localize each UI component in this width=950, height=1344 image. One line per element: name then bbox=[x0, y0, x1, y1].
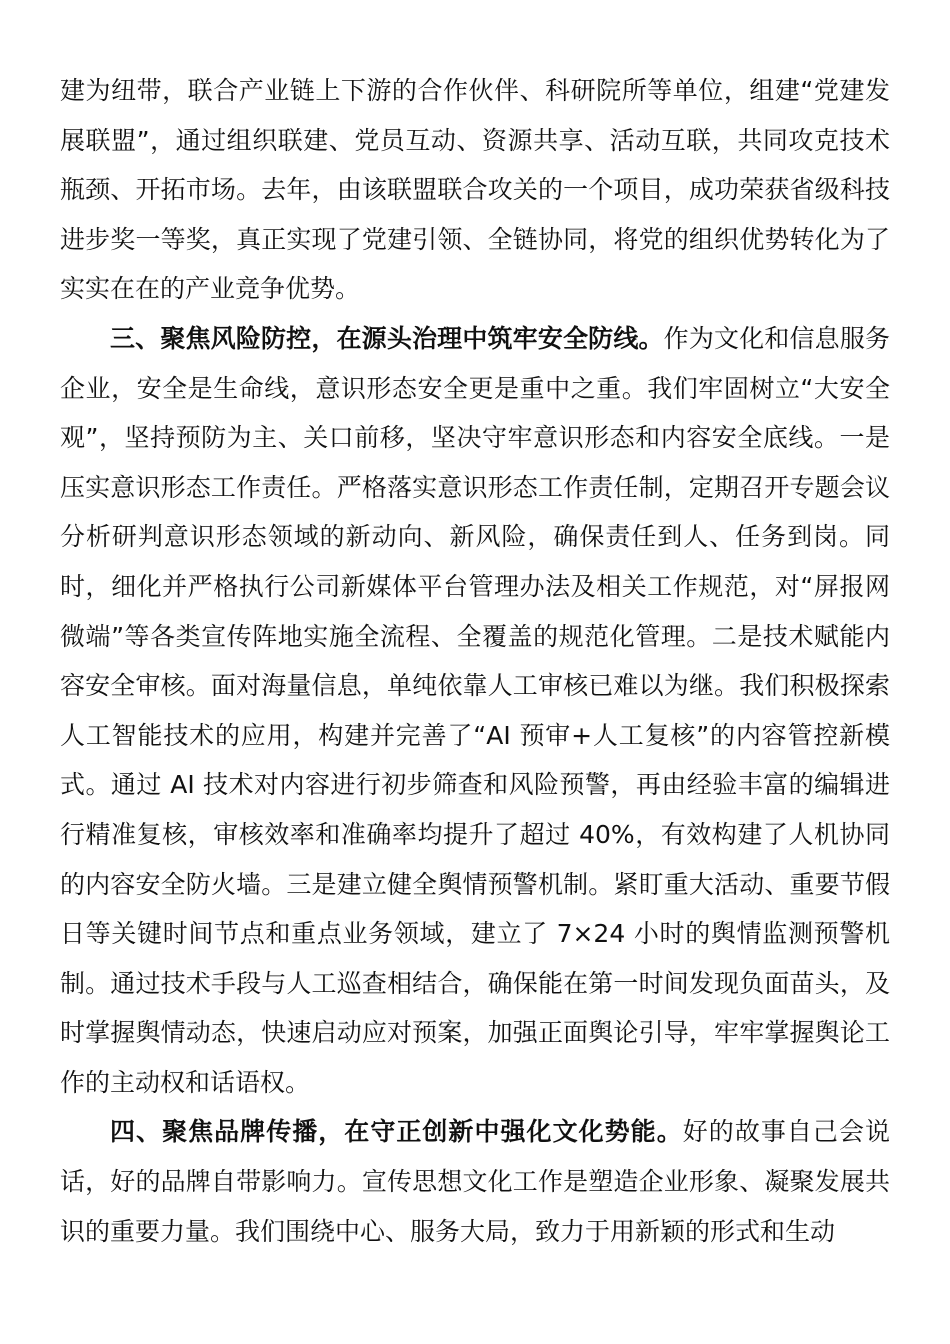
document-body bbox=[60, 66, 890, 1256]
paragraph-1 bbox=[60, 66, 890, 314]
section-heading-3: 三、聚焦风险防控，在源头治理中筑牢安全防线。 bbox=[110, 323, 664, 353]
paragraph-2 bbox=[60, 314, 890, 1108]
paragraph-3 bbox=[60, 1107, 890, 1256]
section-heading-4: 四、聚焦品牌传播，在守正创新中强化文化势能。 bbox=[110, 1117, 683, 1147]
paragraph-2-text: 作为文化和信息服务企业，安全是生命线，意识形态安全更是重中之重。我们牢固树立“大安全观”，坚持预防为主、关口前移，坚决守牢意识形态和内容安全底线。一是压实意识形态工作责任。严格落实意识形态工作责任制，定期召开专题会议分析研判意识形态领域的新动向、新风险，确保责任到人、任务到岗。同时，细化并严格执行公司新媒体平台管理办法及相关工作规范，对“屏报网微端”等各类宣传阵地实施全流程、全覆盖的规范化管理。二是技术赋能内容安全审核。面对海量信息，单纯依靠人工审核已难以为继。我们积极探索人工智能技术的应用，构建并完善了“AI 预审+人工复核”的内容管控新模式。通过 AI 技术对内容进行初步筛查和风险预警，再由经验丰富的编辑进行精准复核，审核效率和准确率均提升了超过 40%，有效构建了人机协同的内容安全防火墙。三是建立健全舆情预警机制。紧盯重大活动、重要节假日等关键时间节点和重点业务领域，建立了 7×24 小时的舆情监测预警机制。通过技术手段与人工巡查相结合，确保能在第一时间发现负面苗头，及时掌握舆情动态，快速启动应对预案，加强正面舆论引导，牢牢掌握舆论工作的主动权和话语权。 bbox=[60, 323, 890, 1097]
paragraph-3-text: 好的故事自己会说话，好的品牌自带影响力。宣传思想文化工作是塑造企业形象、凝聚发展共识的重要力量。我们围绕中心、服务大局，致力于用新颖的形式和生动 bbox=[60, 1117, 890, 1246]
paragraph-1-text: 建为纽带，联合产业链上下游的合作伙伴、科研院所等单位，组建“党建发展联盟”，通过组织联建、党员互动、资源共享、活动互联，共同攻克技术瓶颈、开拓市场。去年，由该联盟联合攻关的一个项目，成功荣获省级科技进步奖一等奖，真正实现了党建引领、全链协同，将党的组织优势转化为了实实在在的产业竞争优势。 bbox=[60, 76, 890, 304]
